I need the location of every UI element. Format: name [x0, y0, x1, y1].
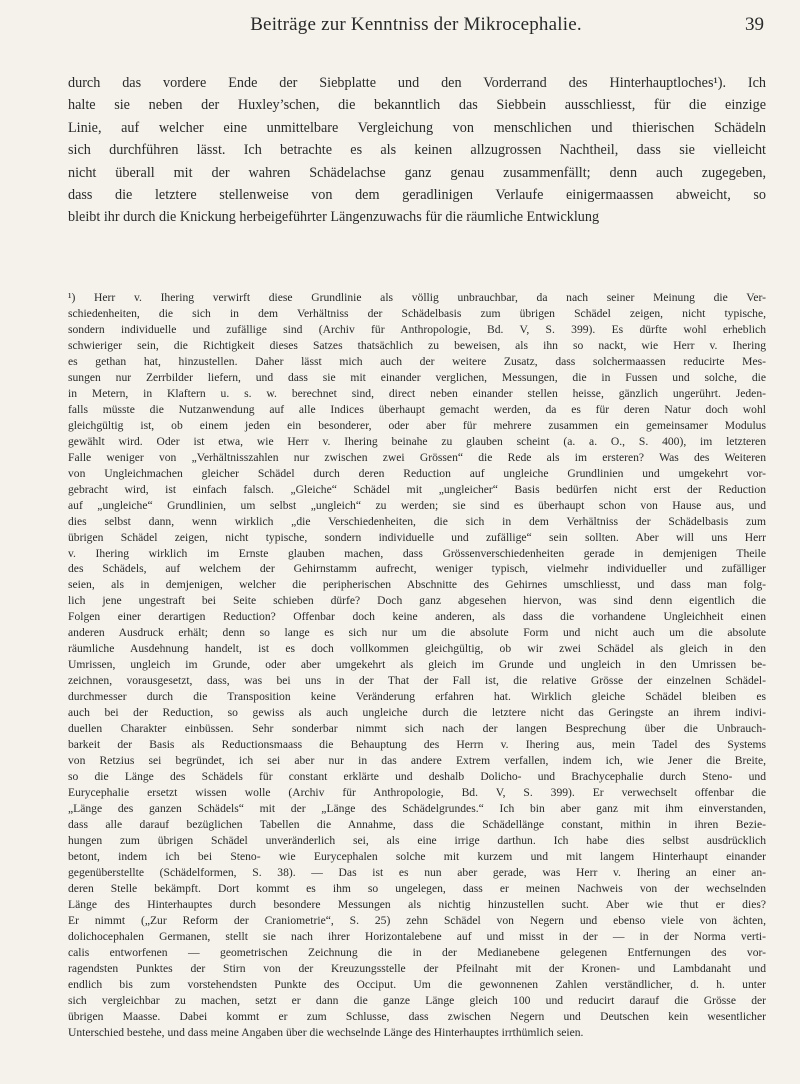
main-text-block: [68, 72, 766, 229]
footnote-line: auch bei der Reduction, so gewiss als auch ungleiche durch die letztere nicht das Geringste an ihrem indivi-: [68, 706, 766, 720]
page-number: 39: [745, 14, 764, 35]
footnote-line: calis entworfenen — geometrischen Zeichnung die in der Medianebene gelegenen Entfernungen des vor-: [68, 945, 766, 959]
footnote-line: ragendsten Punktes der Stirn von der Kreuzungsstelle der Pfeilnaht mit der Kronen- und Lambdanaht und: [68, 961, 766, 975]
footnote-line: anderen Ausdruck erhält; denn so lange es sich nur um die absolute Form und nicht auch um die absolute: [68, 626, 766, 640]
footnote-line: Folgen einer derartigen Reduction? Offenbar doch keine anderen, als dass die vorhandene Ungleichheit einen: [68, 610, 766, 624]
footnote-line: gegenüberstellte (Schädelformen, S. 38). — Das ist es nun aber gerade, was Herr v. Ihering an einer an-: [68, 865, 766, 879]
running-title: Beiträge zur Kenntniss der Mikrocephalie.: [250, 14, 582, 35]
footnote-line: ¹) Herr v. Ihering verwirft diese Grundlinie als völlig unbrauchbar, da nach seiner Meinung die Ver-: [68, 291, 766, 304]
footnote-line: gebracht wird, ist einfach falsch. „Gleiche“ Schädel mit „ungleicher“ Basis bedürfen nicht erst der Reduction: [68, 482, 766, 496]
footnote-line: deren Stelle bekämpft. Dort kommt es ihm so ungelegen, dass er meinen Nachweis von der wechselnden: [68, 881, 766, 895]
footnote-line: es gethan hat, hinzustellen. Daher lässt mich auch der weitere Zusatz, dass solchermaassen reducirte Mes-: [68, 354, 766, 368]
footnote-block: [68, 290, 766, 1041]
footnote-line: gewählt wird. Oder ist etwa, wie Herr v. Ihering beinahe zu glauben scheint (a. a. O., S. 400), im letzteren: [68, 434, 766, 448]
footnote-line: barkeit der Basis als Reductionsmaass die Behauptung des Herrn v. Ihering aus, mein Tadel des Systems: [68, 738, 766, 752]
footnote-line: „Länge des ganzen Schädels“ mit der „Länge des Schädelgrundes.“ Ich bin aber ganz mit ihm einverstanden,: [68, 802, 766, 815]
footnote-line: des Schädels, auf welchem der Gehirnstamm aufrecht, weniger typisch, vielmehr individueller und zufälliger: [68, 562, 766, 576]
footnote-line: in Metern, in Klaftern u. s. w. berechnet sind, direct neben einander stellen heisse, gänzlich ungerührt. Jeden-: [68, 386, 766, 400]
body-text-line: bleibt ihr durch die Knickung herbeigeführter Längenzuwachs für die räumliche Entwicklung: [68, 209, 600, 226]
footnote-line: sondern individuelle und zufällige sind (Archiv für Anthropologie, Bd. V, S. 399). Es dürfte wohl erheblich: [68, 322, 766, 336]
body-text-line: durch das vordere Ende der Siebplatte und den Vorderrand des Hinterhauptloches¹). Ich: [68, 75, 766, 91]
body-text-line: sich durchführen lässt. Ich betrachte es als keinen allzugrossen Nachtheil, dass sie vielleicht: [68, 142, 766, 159]
footnote-line: seien, als in demjenigen, welcher die peripherischen Abschnitte des Gehirnes umschliesst, und dass man folg-: [68, 578, 766, 592]
footnote-line: so die Länge des Schädels für constant erklärte und deshalb Dolicho- und Brachycephalie durch Steno- und: [68, 770, 766, 784]
footnote-line: falls müsste die Nutzanwendung auf alle Indices überhaupt gemacht werden, da es für deren Natur doch wohl: [68, 402, 766, 416]
footnote-line: sungen nur Zerrbilder liefern, und dass sie mit einander verglichen, Messungen, die in Fussen und solche, die: [68, 370, 766, 384]
footnote-line: schwieriger sein, die Richtigkeit dieses Satzes thatsächlich zu beweisen, als ihn so nackt, wie Herr v. Ihering: [68, 338, 766, 352]
footnote-line: Eurycephalie ersetzt wissen wolle (Archiv für Anthropologie, Bd. V, S. 399). Er verwechselt offenbar die: [68, 786, 766, 800]
footnote-line: duellen Charakter einbüssen. Sehr sonderbar nimmt sich nach der langen Besprechung über die Unbrauch-: [68, 722, 766, 736]
footnote-line: sich vergleichbar zu machen, setzt er dann die ganze Länge gleich 100 und reducirt darauf die Grösse der: [68, 993, 766, 1007]
footnote-line: gleichgültig ist, ob einem jeden ein besonderer, oder aber für mehrere zusammen ein gemeinsamer Modulus: [68, 418, 766, 432]
footnote-line: zeichnen, vorausgesetzt, dass, was bei uns in der That der Fall ist, die relative Grösse der einzelnen Schädel-: [68, 674, 766, 688]
footnote-line: Länge des Hinterhauptes durch besondere Messungen als nichtig hinzustellen sucht. Aber wie thut er dies?: [68, 897, 766, 911]
footnote-line: räumliche Ausdehnung handelt, ist es doch vollkommen gleichgültig, ob wir zwei Schädel als gleich in den: [68, 642, 766, 656]
footnote-line: dies selbst dann, wenn wirklich „die Verschiedenheiten, die sich in dem Verhältniss der Schädelbasis zum: [68, 514, 766, 528]
body-text-line: Linie, auf welcher eine unmittelbare Vergleichung von menschlichen und thierischen Schädeln: [68, 119, 766, 136]
footnote-line: dolichocephalen Germanen, stellt sie nach ihrer Horizontalebene auf und misst in der — in der Norma verti-: [68, 929, 766, 943]
footnote-line: v. Ihering wirklich im Ernste glauben machen, dass Grössenverschiedenheiten gerade in demjenigen Theile: [68, 546, 766, 560]
footnote-line: Unterschied bestehe, und dass meine Angaben über die wechselnde Länge des Hinterhauptes irrthümlich seien.: [68, 1025, 584, 1039]
footnote-line: auf „ungleiche“ Grundlinien, um selbst „ungleich“ zu werden; sie sind es überhaupt schon von Hause aus, und: [68, 498, 766, 512]
footnote-line: dass alle darauf bezüglichen Tabellen die Annahme, dass die Schädellänge constant, mithin in ihren Bezie-: [68, 817, 766, 831]
footnote-line: von Retzius sei begründet, ich sei aber nur in das andere Extrem verfallen, indem ich, wie Jener die Breite,: [68, 754, 766, 768]
page-header: [68, 14, 764, 42]
footnote-line: Umrissen, ungleich im Grunde, oder aber umgekehrt als gleich im Grunde und ungleich in den Umrissen be-: [68, 658, 766, 672]
footnote-line: von Ungleichmachen gleicher Schädel durch deren Reduction auf ungleiche Grundlinien und umgekehrt vor-: [68, 466, 766, 480]
footnote-line: durchmesser durch die Transposition keine Veränderung erfahren hat. Wirklich gleiche Schädel bleiben es: [68, 690, 766, 704]
body-text-line: nicht überall mit der wahren Schädelachse ganz genau zusammenfällt; denn auch zugegeben,: [68, 164, 766, 181]
footnote-line: endlich bis zum vorstehendsten Punkte des Occiput. Um die gewonnenen Zahlen verständlicher, d. h. unter: [68, 977, 766, 991]
body-text-line: halte sie neben der Huxley’schen, die bekanntlich das Siebbein ausschliesst, für die einzige: [68, 97, 766, 114]
footnote-line: lich jene ungestraft bei Seite schieben dürfe? Doch ganz abgesehen hiervon, was sind denn eigentlich die: [68, 594, 766, 608]
footnote-line: hungen zum übrigen Schädel unveränderlich sei, als eine irrige darthun. Ich habe dies selbst ausdrücklich: [68, 833, 766, 847]
footnote-line: schiedenheiten, die sich in dem Verhältniss der Schädelbasis zum übrigen Schädel zeigen, nicht typische,: [68, 306, 766, 320]
footnote-line: betont, indem ich bei Steno- wie Eurycephalen solche mit kurzem und mit langem Hinterhaupt einander: [68, 849, 766, 863]
footnote-line: übrigen Schädel zeigen, nicht typische, sondern individuelle und zufällige“ sein sollten. Aber will uns Herr: [68, 530, 766, 544]
body-text-line: dass die letztere stellenweise von dem geradlinigen Verlaufe einigermaassen abweicht, so: [68, 187, 766, 204]
footnote-line: Er nimmt („Zur Reform der Craniometrie“, S. 25) zehn Schädel von Negern und ebenso viele von ächten,: [68, 913, 766, 927]
footnote-line: Falle weniger von „Verhältnisszahlen nur zwischen zwei Grössen“ die Rede als im ersteren? Was des Weiteren: [68, 450, 766, 464]
footnote-line: übrigen Maasse. Dabei kommt er zum Schlusse, dass zwischen Negern und Deutschen kein wesentlicher: [68, 1009, 766, 1023]
